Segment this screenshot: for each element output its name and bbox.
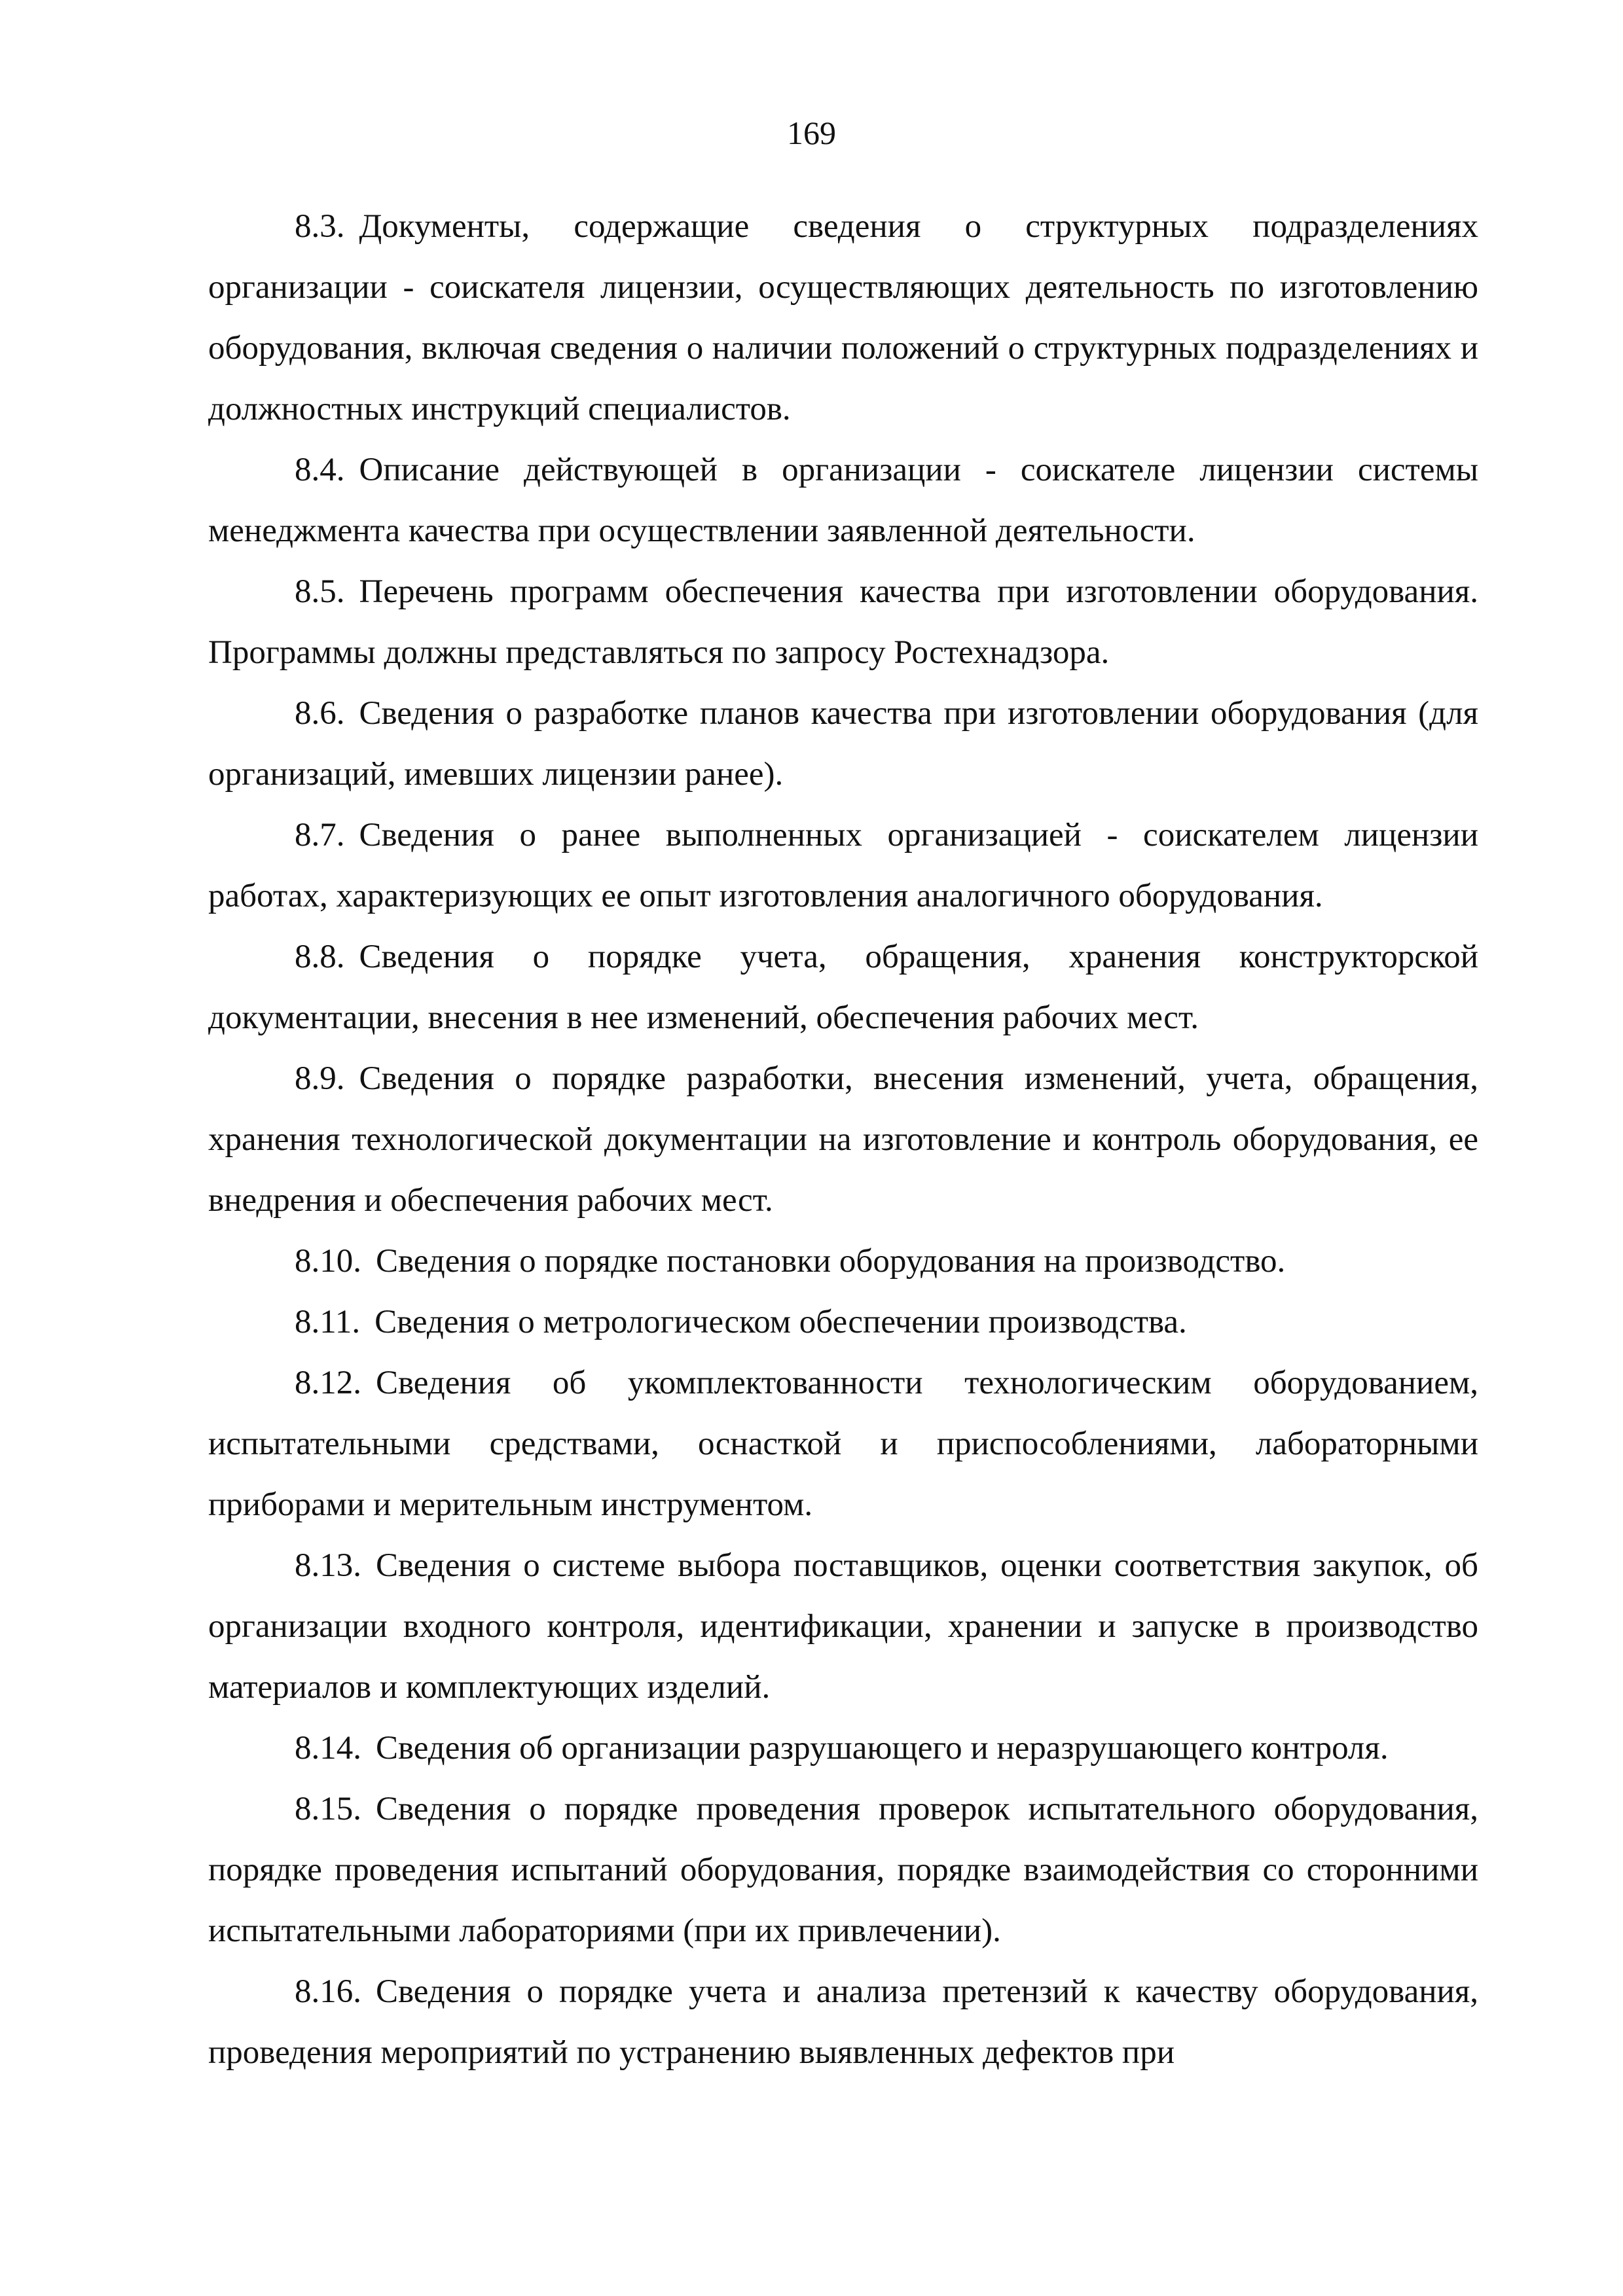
paragraph-text: Сведения о порядке учета и анализа претензий к качеству оборудования, проведения мероприятий по устранению выявленных дефектов при <box>208 1973 1478 2071</box>
paragraph-8-15 <box>208 1779 1478 1962</box>
paragraph-8-16 <box>208 1962 1478 2083</box>
paragraph-8-5 <box>208 562 1478 683</box>
paragraph-text: Сведения о порядке проведения проверок испытательного оборудования, порядке проведения испытаний оборудования, порядке взаимодействия со сторонними испытательными лабораториями (при их привлечении). <box>208 1791 1478 1949</box>
paragraph-text: Сведения об укомплектованности технологическим оборудованием, испытательными средствами, оснасткой и приспособлениями, лабораторными приборами и мерительным инструментом. <box>208 1365 1478 1523</box>
paragraph-text: Сведения о разработке планов качества при изготовлении оборудования (для организаций, имевших лицензии ранее). <box>208 695 1478 793</box>
paragraph-number: 8.7. <box>295 817 345 853</box>
paragraph-text: Сведения о порядке учета, обращения, хранения конструкторской документации, внесения в нее изменений, обеспечения рабочих мест. <box>208 939 1478 1036</box>
page-number: 169 <box>787 115 836 151</box>
paragraph-8-6 <box>208 683 1478 805</box>
paragraph-8-7 <box>208 805 1478 927</box>
paragraph-text: Сведения о порядке постановки оборудования на производство. <box>376 1243 1286 1280</box>
paragraph-8-8 <box>208 927 1478 1049</box>
paragraph-number: 8.15. <box>295 1791 361 1827</box>
paragraph-8-4 <box>208 440 1478 562</box>
paragraph-number: 8.8. <box>295 939 345 975</box>
paragraph-number: 8.6. <box>295 695 345 732</box>
paragraph-8-3 <box>208 196 1478 440</box>
paragraph-number: 8.9. <box>295 1060 345 1097</box>
paragraph-number: 8.4. <box>295 452 345 488</box>
paragraph-number: 8.11. <box>295 1304 361 1340</box>
document-body <box>208 196 1478 2083</box>
paragraph-8-11 <box>208 1292 1478 1353</box>
paragraph-text: Сведения о порядке разработки, внесения изменений, учета, обращения, хранения технологической документации на изготовление и контроль оборудования, ее внедрения и обеспечения рабочих мест. <box>208 1060 1478 1219</box>
paragraph-text: Сведения о ранее выполненных организацией - соискателем лицензии работах, характеризующих ее опыт изготовления аналогичного оборудования. <box>208 817 1478 914</box>
paragraph-number: 8.16. <box>295 1973 361 2010</box>
paragraph-number: 8.12. <box>295 1365 361 1401</box>
paragraph-8-10 <box>208 1231 1478 1292</box>
paragraph-number: 8.10. <box>295 1243 361 1280</box>
paragraph-number: 8.13. <box>295 1547 361 1584</box>
paragraph-text: Перечень программ обеспечения качества при изготовлении оборудования. Программы должны представляться по запросу Ростехнадзора. <box>208 573 1478 671</box>
paragraph-8-13 <box>208 1535 1478 1718</box>
paragraph-number: 8.5. <box>295 573 345 610</box>
paragraph-text: Описание действующей в организации - соискателе лицензии системы менеджмента качества при осуществлении заявленной деятельности. <box>208 452 1478 549</box>
paragraph-number: 8.3. <box>295 208 345 245</box>
paragraph-8-9 <box>208 1049 1478 1231</box>
paragraph-8-12 <box>208 1353 1478 1535</box>
paragraph-text: Сведения об организации разрушающего и неразрушающего контроля. <box>376 1730 1389 1767</box>
paragraph-number: 8.14. <box>295 1730 361 1767</box>
paragraph-text: Документы, содержащие сведения о структурных подразделениях организации - соискателя лицензии, осуществляющих деятельность по изготовлению оборудования, включая сведения о наличии положений о структурных подразделениях и должностных инструкций специалистов. <box>208 208 1478 427</box>
paragraph-8-14 <box>208 1718 1478 1779</box>
paragraph-text: Сведения о системе выбора поставщиков, оценки соответствия закупок, об организации входного контроля, идентификации, хранении и запуске в производство материалов и комплектующих изделий. <box>208 1547 1478 1706</box>
paragraph-text: Сведения о метрологическом обеспечении производства. <box>374 1304 1187 1340</box>
